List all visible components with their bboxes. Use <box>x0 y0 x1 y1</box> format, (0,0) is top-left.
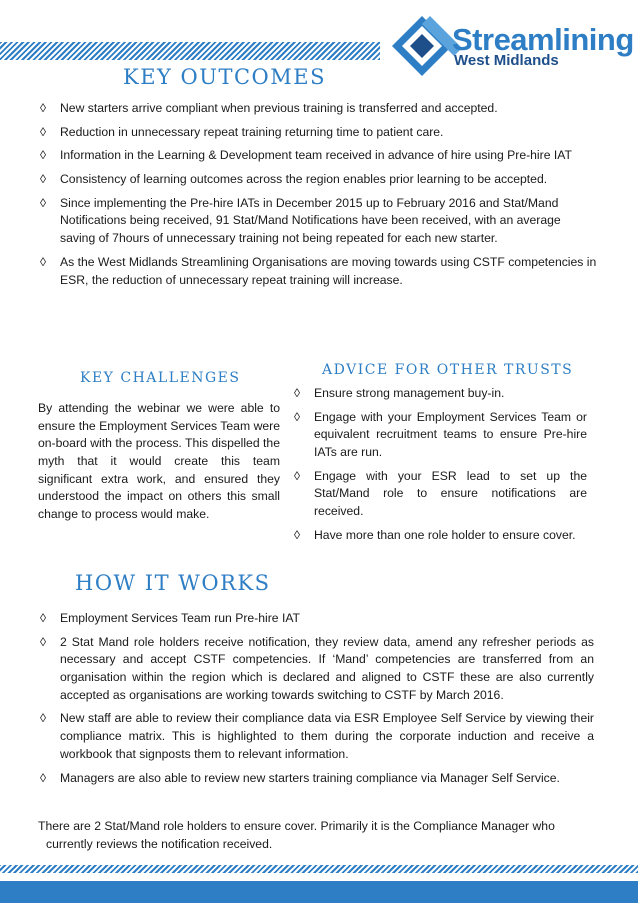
list-item: ◊ New starters arrive compliant when previous training is transferred and accepted. <box>38 100 598 118</box>
key-outcomes-list <box>38 100 598 295</box>
diamond-bullet-icon: ◊ <box>40 101 47 115</box>
key-challenges-heading: KEY CHALLENGES <box>80 370 241 386</box>
list-item: ◊ Ensure strong management buy-in. <box>292 385 587 403</box>
diamond-bullet-icon: ◊ <box>40 195 47 210</box>
how-it-works-heading: HOW IT WORKS <box>75 571 271 595</box>
diamond-bullet-icon: ◊ <box>40 711 47 726</box>
list-item: ◊ As the West Midlands Streamlining Organisations are moving towards using CSTF competencies in ESR, the reduction of unnecessary repeat training will increase. <box>40 254 597 287</box>
list-item: ◊ Since implementing the Pre-hire IATs in December 2015 up to February 2016 and Stat/Mand Notifications being received, 91 Stat/Mand Notifications have been received, with an average saving of 7hours of unnecessary training not being repeated for each new starter. <box>40 195 561 246</box>
how-it-works-footer: There are 2 Stat/Mand role holders to ensure cover. Primarily it is the Compliance Manager who currently reviews the notification received. <box>38 819 555 851</box>
list-item: ◊ Engage with your ESR lead to set up the Stat/Mand role to ensure notifications are received. <box>294 468 587 519</box>
diamond-bullet-icon: ◊ <box>294 409 301 424</box>
diamond-bullet-icon: ◊ <box>40 172 47 187</box>
logo-title: Streamlining <box>452 22 634 57</box>
diamond-bullet-icon: ◊ <box>40 770 47 785</box>
list-item: ◊ Information in the Learning & Development team received in advance of hire using Pre-hire IAT <box>38 147 598 165</box>
diamond-bullet-icon: ◊ <box>294 468 301 483</box>
streamlining-logo <box>392 12 632 92</box>
list-item: ◊ Have more than one role holder to ensure cover. <box>292 527 587 545</box>
diamond-bullet-icon: ◊ <box>40 148 47 163</box>
advice-list <box>292 385 587 551</box>
how-it-works-list <box>38 610 594 793</box>
diamond-bullet-icon: ◊ <box>40 634 47 649</box>
list-item: ◊ Consistency of learning outcomes across the region enables prior learning to be accepted. <box>38 171 598 189</box>
header-stripe <box>0 42 380 60</box>
advice-heading: ADVICE FOR OTHER TRUSTS <box>322 362 574 378</box>
key-challenges-text: By attending the webinar we were able to ensure the Employment Services Team were on-board with the process. This dispelled the myth that it would create this team significant extra work, and ensured they understood the impact on others this small change to process would make. <box>38 401 280 522</box>
list-item: ◊ New staff are able to review their compliance data via ESR Employee Self Service by viewing their compliance matrix. This is highlighted to them during the corporate induction and receive a workbook that signposts them to relevant information. <box>40 711 594 761</box>
logo-subtitle: West Midlands <box>454 52 559 69</box>
list-item: ◊ 2 Stat Mand role holders receive notification, they review data, amend any refresher periods as necessary and accept CSTF competencies. If ‘Mand’ competencies are transferred from an organisation within the region which is declared and aligned to CSTF these are also currently accepted as organisations are working towards switching to CSTF by March 2016. <box>40 634 594 702</box>
diamond-bullet-icon: ◊ <box>40 254 47 269</box>
diamond-bullet-icon: ◊ <box>40 611 47 625</box>
key-outcomes-heading: KEY OUTCOMES <box>123 65 326 89</box>
list-item: ◊ Employment Services Team run Pre-hire IAT <box>38 610 594 628</box>
footer-stripe <box>0 865 638 873</box>
footer-bar <box>0 881 638 903</box>
diamond-bullet-icon: ◊ <box>294 386 301 400</box>
list-item: ◊ Reduction in unnecessary repeat training returning time to patient care. <box>38 124 598 142</box>
diamond-bullet-icon: ◊ <box>294 527 301 542</box>
list-item: ◊ Managers are also able to review new starters training compliance via Manager Self Service. <box>38 770 594 788</box>
diamond-bullet-icon: ◊ <box>40 124 47 139</box>
list-item: ◊ Engage with your Employment Services Team or equivalent recruitment teams to ensure Pre-hire IATs are run. <box>294 409 587 460</box>
